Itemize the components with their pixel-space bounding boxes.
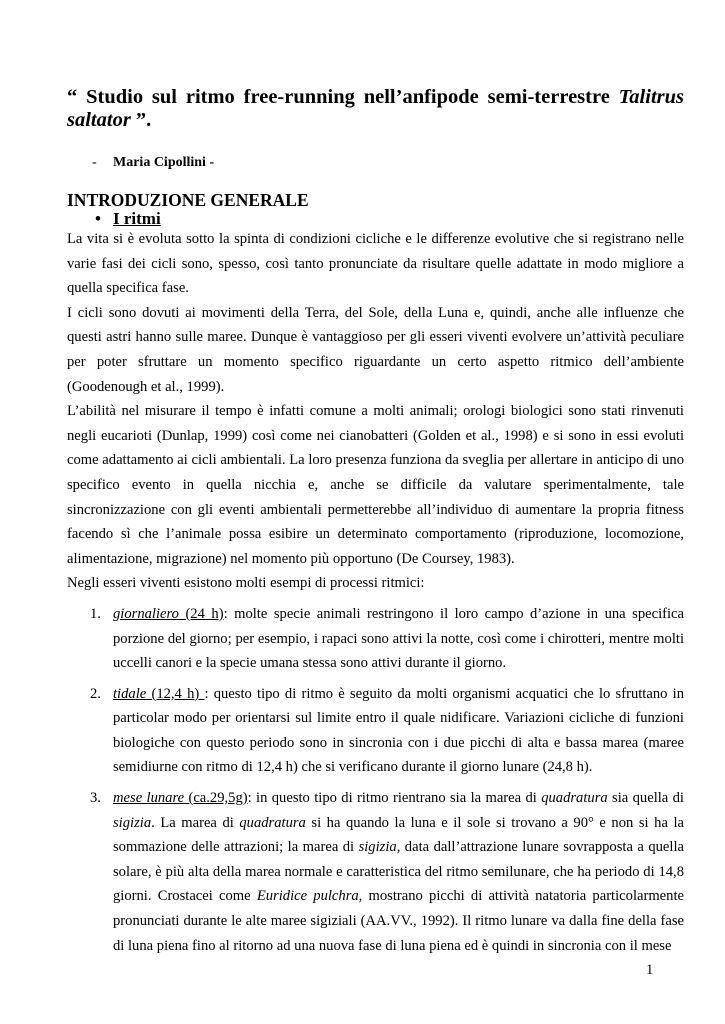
list-number: 1. — [90, 605, 101, 622]
italic-term: quadratura — [541, 790, 608, 807]
text-run: mostrano picchi di attività natatoria particolarmente pronunciati durante le alte maree sigiziali (AA.VV., 1992). Il ritmo lunare va dalla fine della fase di luna piena fino al ritorno ad una nuova fase di luna piena ed è quindi in sincronia con il mese — [113, 888, 684, 954]
italic-term: mese lunare — [113, 790, 185, 807]
list-number: 2. — [90, 685, 101, 702]
page-number: 1 — [646, 962, 654, 978]
paragraph — [67, 301, 684, 399]
list-item — [90, 682, 684, 780]
subsection-heading: • I ritmi — [95, 209, 161, 228]
text-run: (ca.29,5g) — [184, 790, 248, 807]
italic-term: tidale — [113, 685, 147, 702]
text-run: (24 h) — [178, 605, 224, 622]
text-run: , data dall’attrazione lunare sovrapposta a quella solare, è più alta della marea normale e caratteristica del ritmo semilunare, che ha periodo di 14,8 giorni. Crostacei come — [113, 839, 684, 905]
text-run: : in questo tipo di ritmo rientrano sia la marea di — [247, 790, 542, 807]
paragraph — [67, 227, 684, 301]
body-text — [67, 227, 684, 958]
list-item — [90, 602, 684, 676]
text-run: : questo tipo di ritmo è seguito da molti organismi acquatici che lo sfruttano in particolar modo per orientarsi sul limite entro il quale nidificare. Variazioni cicliche di funzioni biologiche con questo periodo sono in sincronia con i due picchi di alta e bassa marea (maree semidiurne con ritmo di 12,4 h) che si verificano durante il giorno lunare (24,8 h). — [113, 685, 684, 776]
list-number: 3. — [90, 790, 101, 807]
text-run: sia quella di — [607, 790, 684, 807]
text-run: si ha quando la luna e il sole si trovano a 90° e non si ha la sommazione delle attrazioni; la marea di — [113, 814, 685, 856]
section-heading: INTRODUZIONE GENERALE — [67, 190, 309, 210]
text-run: : molte specie animali restringono il loro campo d’azione in una specifica porzione del giorno; per esempio, i rapaci sono attivi la notte, così come i chirotteri, mentre molti uccelli canori e la specie umana stessa sono attivi durante il giorno. — [113, 605, 684, 672]
author-line: - Maria Cipollini - — [92, 155, 215, 170]
italic-term: Euridice pulchra, — [256, 888, 363, 905]
paragraph — [67, 399, 684, 571]
species-name: Talitrus saltator — [67, 86, 684, 131]
text-run: (12,4 h) — [146, 685, 205, 702]
text-run: Negli esseri viventi esistono molti esempi di processi ritmici: — [67, 575, 425, 592]
bullet-icon: • — [95, 209, 101, 228]
text-run: I cicli sono dovuti ai movimenti della Terra, del Sole, della Luna e, quindi, anche alle influenze che questi astri hanno sulle maree. Dunque è vantaggioso per gli esseri viventi evolvere un’attività peculiare per poter sfruttare un momento specifico riguardante un certo aspetto ritmico dell’ambiente (Goodenough et al., 1999). — [67, 304, 684, 395]
text-run: . La marea di — [151, 814, 240, 831]
list-item — [90, 786, 685, 958]
italic-term: sigizia — [358, 839, 397, 856]
text-run: L’abilità nel misurare il tempo è infatti comune a molti animali; orologi biologici sono stati rinvenuti negli eucarioti (Dunlap, 1999) così come nei cianobatteri (Golden et al., 1998) e si sono in essi evoluti come adattamento ai cicli ambientali. La loro presenza funziona da sveglia per allertare in anticipo di uno specifico evento in quella nicchia e, anche se difficile da valutare sperimentalmente, tale sincronizzazione con gli eventi ambientali permetterebbe all’individuo di aumentare la propria fitness facendo sì che l’animale possa esibire un determinato comportamento (riproduzione, locomozione, alimentazione, migrazione) nel momento più opportuno (De Coursey, 1983). — [67, 403, 684, 567]
author-name: Maria Cipollini - — [113, 155, 215, 170]
document-title: “ Studio sul ritmo free-running nell’anfipode semi-terrestre Talitrus saltator ”. — [67, 86, 684, 131]
italic-term: sigizia — [113, 814, 152, 831]
paragraph — [67, 571, 684, 596]
text-run: La vita si è evoluta sotto la spinta di condizioni cicliche e le differenze evolutive che si registrano nelle varie fasi dei cicli sono, spesso, così tanto pronunciate da risultare quelle adattate in modo migliore a quella specifica fase. — [67, 231, 684, 297]
italic-term: quadratura — [239, 814, 306, 831]
italic-term: giornaliero — [113, 605, 179, 622]
